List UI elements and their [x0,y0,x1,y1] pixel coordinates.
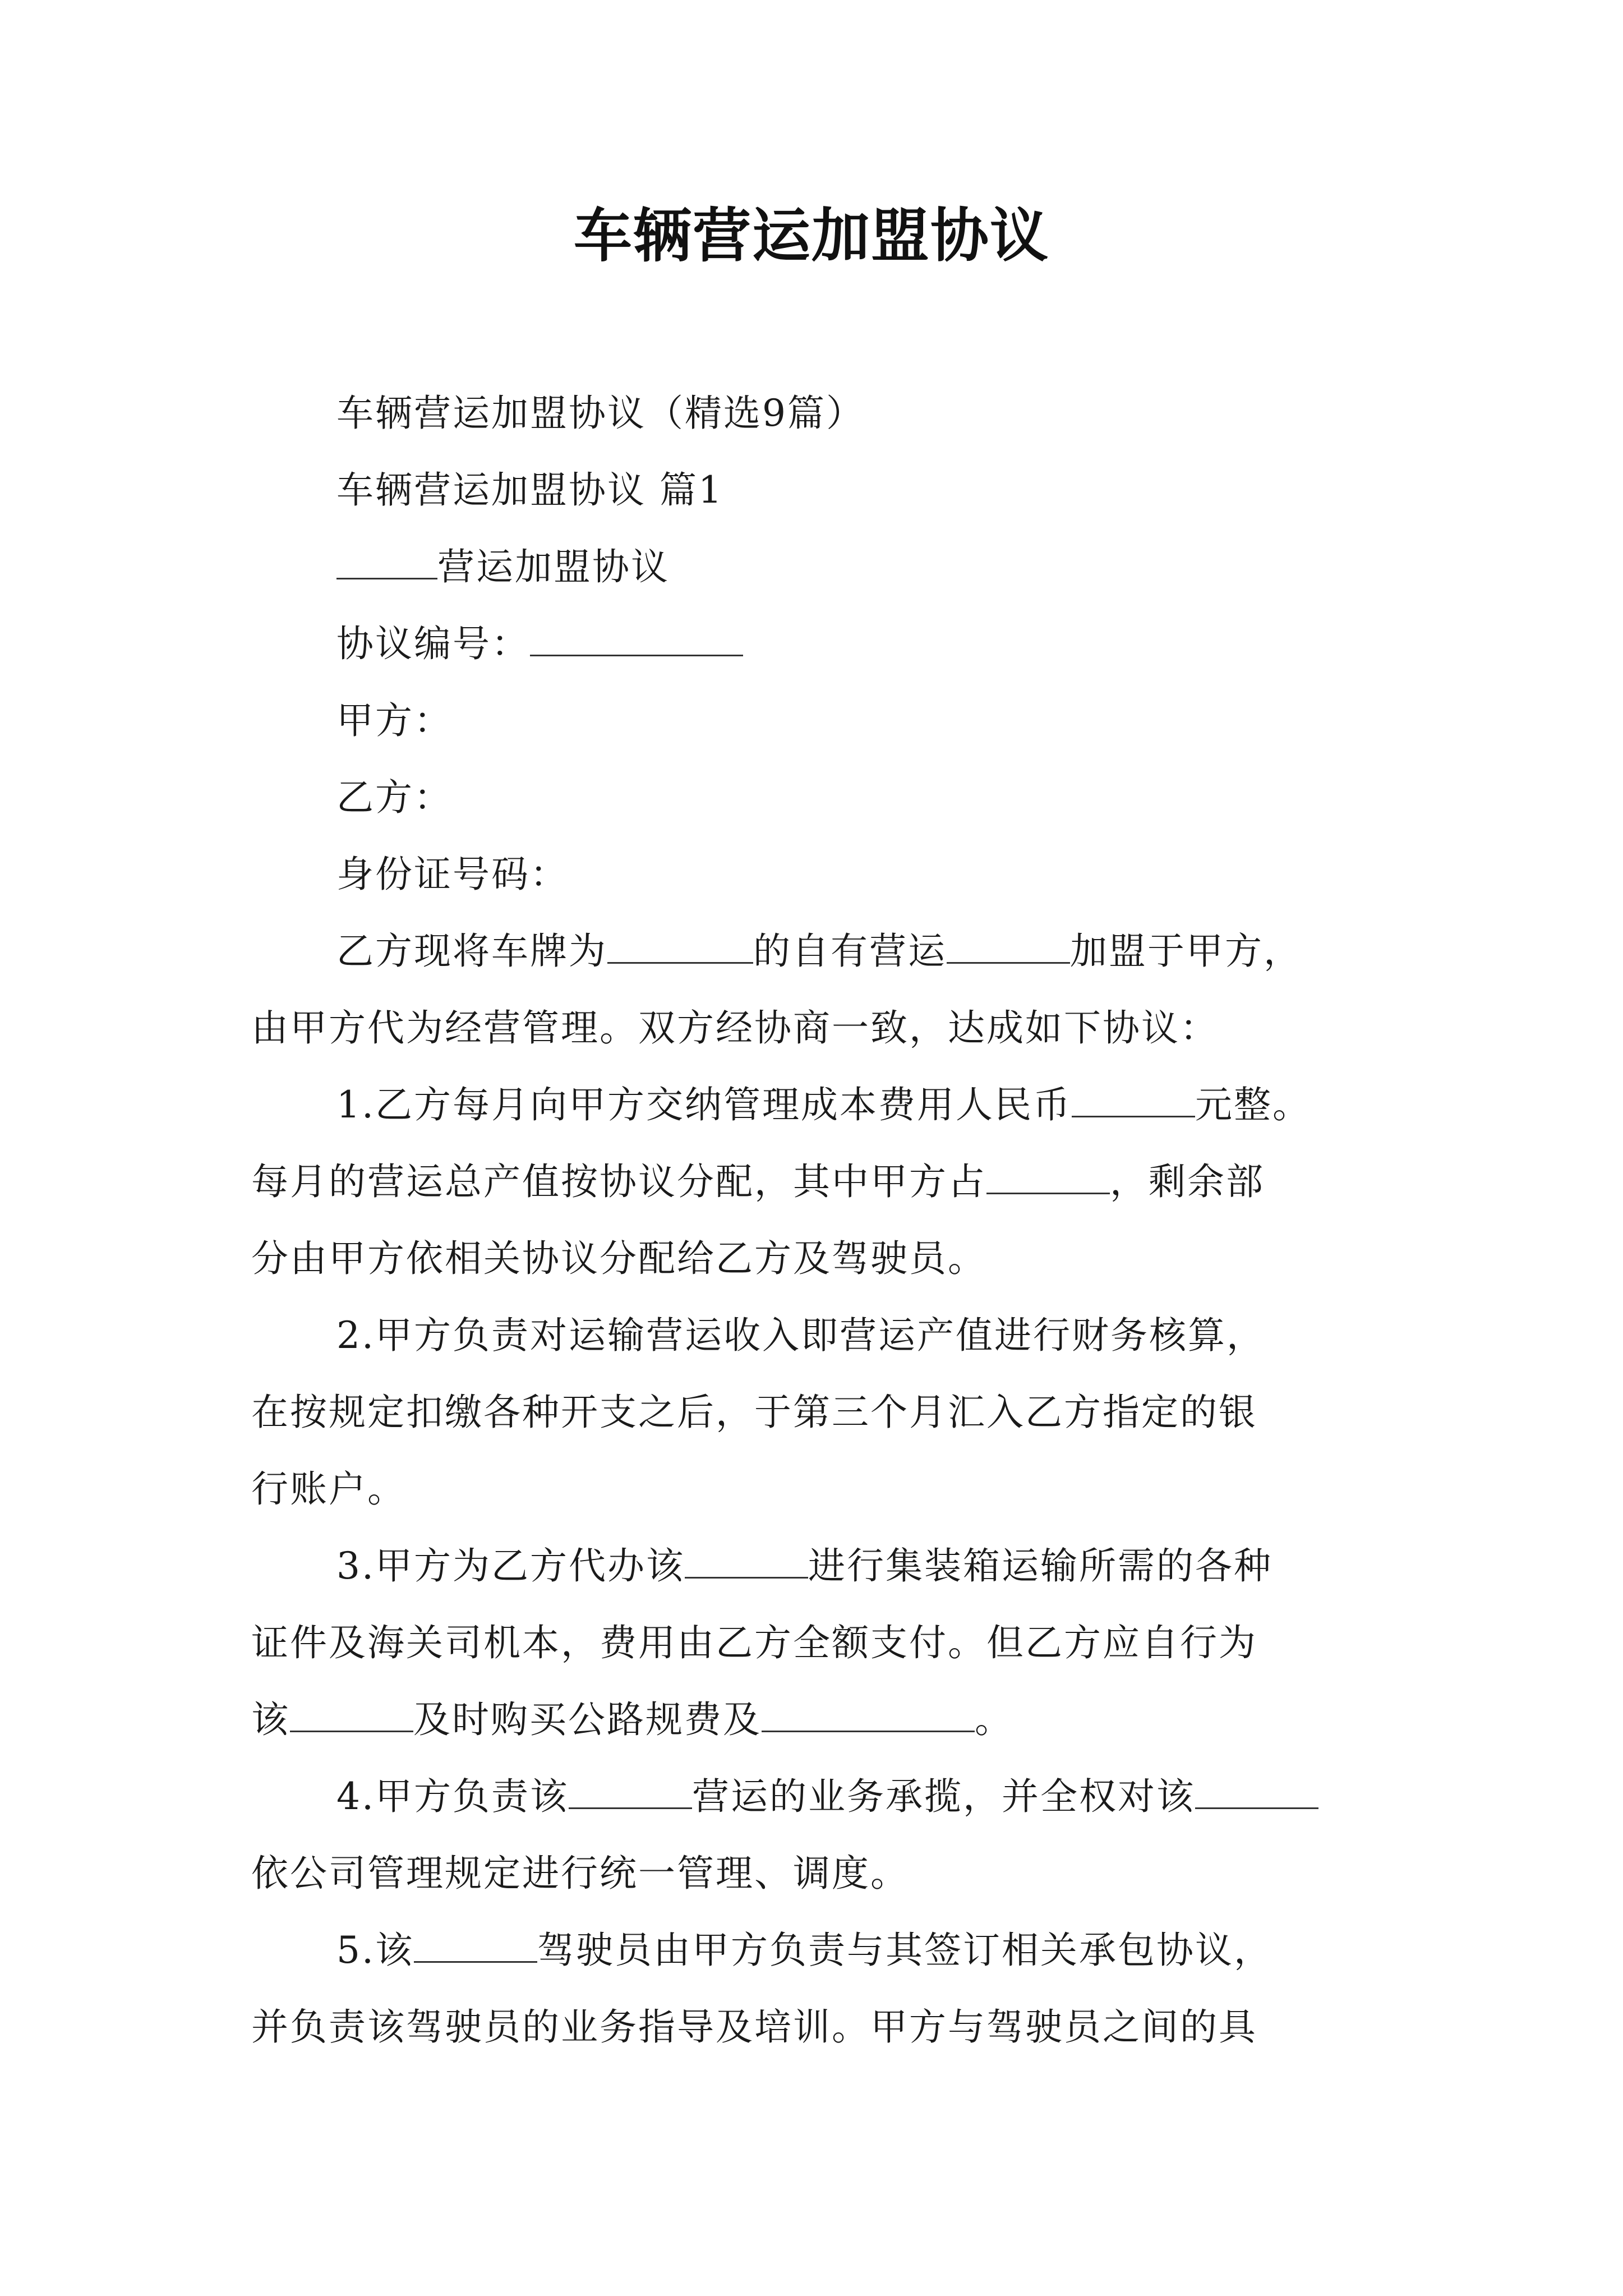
clause-3-line-3 [251,1681,1384,1758]
blank-field [685,1543,808,1579]
blank-field [1072,1082,1195,1117]
clause-2-line-3: 行账户。 [251,1467,406,1511]
chapter-heading: 车辆营运加盟协议 篇1 [336,468,723,512]
document-title: 车辆营运加盟协议 [573,201,1049,270]
clause-text: 5.该 [336,1929,414,1972]
clause-3-line-1 [336,1527,1384,1604]
clause-text: ，剩余部 [1110,1160,1265,1203]
clause-5-line-2: 并负责该驾驶员的业务指导及培训。甲方与驾驶员之间的具 [251,2005,1257,2049]
clause-5-line-1 [336,1912,1384,1989]
intro-text: 加盟于甲方， [1070,930,1302,973]
clause-text: 进行集装箱运输所需的各种 [808,1544,1272,1588]
party-b-label: 乙方： [336,776,453,819]
clause-2-line-2: 在按规定扣缴各种开支之后，于第三个月汇入乙方指定的银 [251,1391,1257,1434]
blank-field [947,928,1070,964]
clause-1-line-3: 分由甲方依相关协议分配给乙方及驾驶员。 [251,1237,986,1280]
blank-field [290,1697,413,1732]
clause-text: 1.乙方每月向甲方交纳管理成本费用人民币 [336,1083,1072,1126]
clause-text: 及时购买公路规费及 [413,1698,762,1741]
clause-text: 营运的业务承揽，并全权对该 [691,1775,1195,1818]
id-number-label: 身份证号码： [336,853,569,896]
clause-3-line-2: 证件及海关司机本，费用由乙方全额支付。但乙方应自行为 [251,1621,1257,1664]
clause-text: 驾驶员由甲方负责与其签订相关承包协议， [537,1929,1272,1972]
clause-text: 。 [975,1698,1013,1741]
intro-line-2: 由甲方代为经营管理。双方经协商一致，达成如下协议： [251,1006,1219,1050]
agreement-heading-line [336,528,1384,605]
intro-text: 乙方现将车牌为 [336,930,607,973]
blank-field [1195,1774,1318,1809]
blank-field [569,1774,692,1809]
blank-field [607,928,753,964]
agreement-heading: 营运加盟协议 [437,545,670,588]
clause-4-line-1 [336,1758,1384,1835]
intro-text: 的自有营运 [753,930,947,973]
clause-2-line-1: 2.甲方负责对运输营运收入即营运产值进行财务核算， [336,1314,1265,1357]
clause-text: 该 [251,1698,290,1741]
clause-1-line-1 [336,1066,1384,1143]
document-subtitle: 车辆营运加盟协议（精选9篇） [336,392,865,435]
party-a-label: 甲方： [336,699,453,742]
clause-text: 4.甲方负责该 [336,1775,569,1818]
clause-4-line-2: 依公司管理规定进行统一管理、调度。 [251,1852,909,1895]
clause-text: 元整。 [1195,1083,1311,1126]
blank-field [762,1697,975,1732]
clause-1-line-2 [251,1143,1384,1220]
blank-field [414,1927,537,1963]
blank-field [986,1159,1110,1194]
agreement-number-label: 协议编号： [336,622,530,665]
agreement-number-line [336,605,1384,682]
clause-text: 3.甲方为乙方代办该 [336,1544,685,1588]
intro-line-1 [336,913,1384,990]
blank-field [336,544,437,579]
blank-field [530,621,743,656]
clause-text: 每月的营运总产值按协议分配，其中甲方占 [251,1160,986,1203]
